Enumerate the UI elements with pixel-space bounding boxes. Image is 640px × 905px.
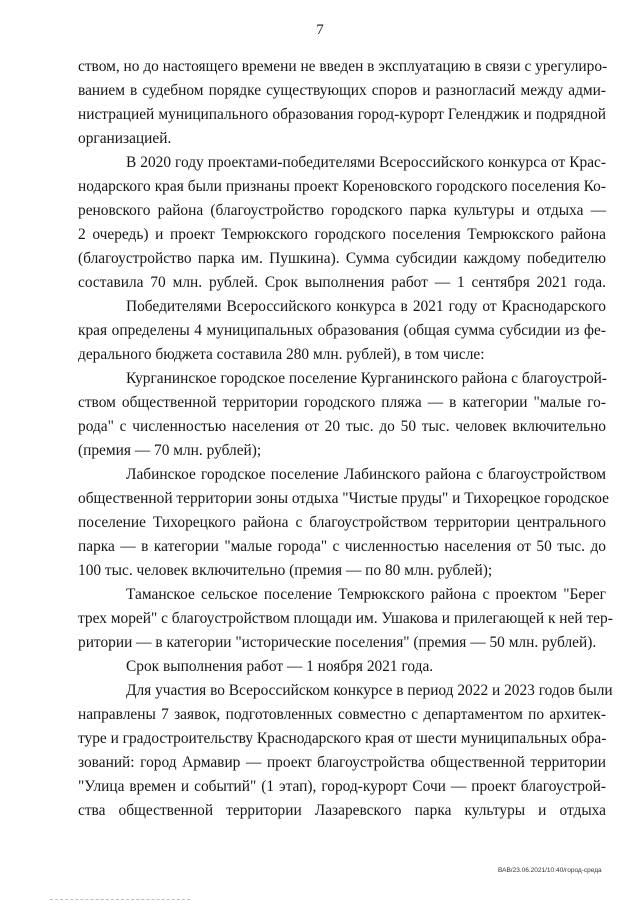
text-line: туре и градостроительству Краснодарского края от шести муниципальных обра-: [78, 730, 607, 747]
text-line: поселение Тихорецкого района с благоустройством территории центрального: [78, 514, 606, 531]
text-line: 100 тыс. человек включительно (премия — по 80 млн. рублей);: [78, 562, 493, 579]
text-line: Срок выполнения работ — 1 ноября 2021 года.: [126, 658, 434, 675]
text-line: Лабинское городское поселение Лабинского района с благоустройством: [126, 466, 606, 483]
text-line: Курганинское городское поселение Курганинского района с благоустрой-: [126, 370, 608, 387]
text-line: дерального бюджета составила 280 млн. рублей), в том числе:: [78, 346, 485, 363]
text-line: реновского района (благоустройство городского парка культуры и отдыха —: [78, 202, 606, 219]
text-line: трех морей" с благоустройством площади им. Ушакова и прилегающей к ней тер-: [78, 610, 613, 627]
text-line: направлены 7 заявок, подготовленных совместно с департаментом по архитек-: [78, 706, 606, 723]
text-line: организацией.: [78, 130, 172, 147]
text-line: "Улица времен и событий" (1 этап), город-курорт Сочи — проект благоустрой-: [78, 778, 606, 795]
text-line: (премия — 70 млн. рублей);: [78, 442, 262, 459]
text-line: составила 70 млн. рублей. Срок выполнения работ — 1 сентября 2021 года.: [78, 274, 606, 291]
text-line: ванием в судебном порядке существующих споров и разногласий между адми-: [78, 82, 606, 99]
text-line: нистрацией муниципального образования город-курорт Геленджик и подрядной: [78, 106, 606, 123]
text-line: рода" с численностью населения от 20 тыс. до 50 тыс. человек включительно: [78, 418, 606, 435]
document-body: [78, 55, 613, 823]
document-footer-stamp: ВАВ/23.06.2021/10:40/город-среда: [498, 867, 602, 874]
text-line: ритории — в категории "исторические поселения" (премия — 50 млн. рублей).: [78, 634, 597, 651]
text-line: Победителями Всероссийского конкурса в 2021 году от Краснодарского: [126, 298, 606, 315]
text-line: ством, но до настоящего времени не введен в эксплуатацию в связи с урегулиро-: [78, 58, 608, 75]
text-line: Таманское сельское поселение Темрюкского района с проектом "Берег: [126, 586, 606, 603]
scan-edge-mark: [50, 899, 190, 900]
text-line: нодарского края были признаны проект Кореновского городского поселения Ко-: [78, 178, 606, 195]
text-line: Для участия во Всероссийском конкурсе в период 2022 и 2023 годов были: [126, 682, 613, 699]
text-line: ством общественной территории городского пляжа — в категории "малые го-: [78, 394, 606, 411]
text-line: (благоустройство парка им. Пушкина). Сумма субсидии каждому победителю: [78, 250, 606, 267]
text-line: зований: город Армавир — проект благоустройства общественной территории: [78, 754, 606, 771]
text-line: 2 очередь) и проект Темрюкского городского поселения Темрюкского района: [78, 226, 606, 243]
text-line: В 2020 году проектами-победителями Всероссийского конкурса от Крас-: [126, 154, 606, 171]
text-line: общественной территории зоны отдыха "Чистые пруды" и Тихорецкое городское: [78, 490, 609, 507]
page-number: 7: [316, 22, 324, 38]
text-line: края определены 4 муниципальных образования (общая сумма субсидии из фе-: [78, 322, 606, 339]
text-line: ства общественной территории Лазаревского парка культуры и отдыха: [78, 802, 606, 819]
text-line: парка — в категории "малые города" с численностью населения от 50 тыс. до: [78, 538, 606, 555]
